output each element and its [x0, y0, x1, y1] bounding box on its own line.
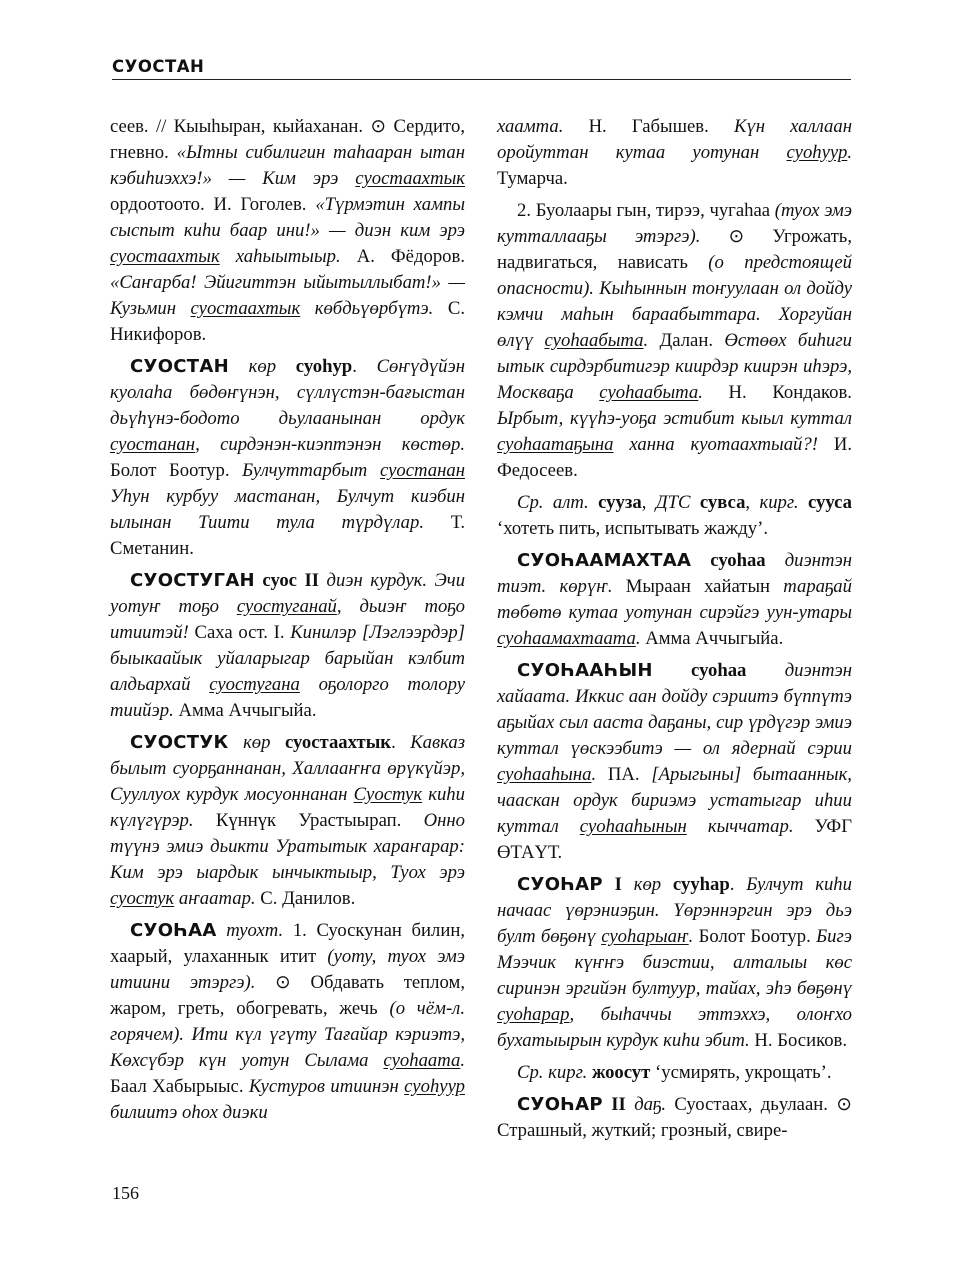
header-title: СУОСТАН	[112, 57, 205, 76]
entry-suohaamakhtaa: СУОҺААМАХТАА суоһаа диэнтэн тиэт. көрүҥ. Мыраан хайатын тараҕай төбөтө кутаа уотунан сирэйгэ уун-утары суоһаамахтаата. Амма Аччыгыйа.	[497, 550, 853, 649]
entry-suohar-2: СУОҺАР II даҕ. Суостаах, дьулаан. ⊙ Страшный, жуткий; грозный, свире-	[497, 1094, 852, 1141]
entry-paragraph: хаамта. Н. Габышев. Күн халлаан оройуттан кутаа уотунан суоһуур. Тумарча.	[497, 116, 852, 189]
entry-suohaa: СУОҺАА туохт. 1. Суоскунан билин, хаарый, улаханнык итит (уоту, туох эмэ итиини этэргэ). ⊙ Обдавать теплом, жаром, греть, обогревать, жечь (о чём-л. горячем). Ити күл үгүту Тағайар кэриэтэ, Көхсүбэр күн уотун Сылама суоһаата. Баал Хабырыыс. Кустуров итиинэн суоһуур билиитэ оһох диэки	[110, 920, 466, 1123]
etymology-note: Ср. кирг. жоосут ‘усмирять, укрощать’.	[517, 1062, 832, 1083]
right-column	[497, 114, 852, 1150]
page-number: 156	[112, 1183, 139, 1203]
entry-suohar-1: СУОҺАР I көр сууһар. Булчут киһи начаас үөрэниэҕин. Үөрэннэргин эрэ дьэ булт бөҕөнү суоһарыаҥ. Болот Боотур. Бигэ Мээчик күҥҥэ биэстии, алталыы көс сиринэн эргийэн бултуур, тайах, эһэ бөҕөнү суоһарар, быһаччы эттэххэ, олоҥхо бухатыырын курдук киһи эбит. Н. Босиков.	[497, 874, 852, 1051]
entry-suostan: СУОСТАН көр суоһур. Сөҥүдүйэн куолаһа бөдөҥүнэн, сүллүстэн-бағыстан дьүһүнэ-бодото дьулаанынан ордук суостанан, сирдэнэн-киэптэнэн көстөр. Болот Боотур. Булчуттарбыт суостанан Уһун курбуу мастанан, Булчут киэбин ылынан Тиити тула түрдүлар. Т. Сметанин.	[110, 356, 465, 559]
etymology-note: Ср. алт. сууза, ДТС сувса, кирг. сууса ‘хотеть пить, испытывать жажду’.	[497, 492, 852, 539]
left-column	[110, 114, 465, 1132]
entry-suostuk: СУОСТУК көр суостаахтык. Кавказ былыт суорҕаннанан, Халлааҥҥа өрүкүйэр, Сууллуох курдук мосуоннанан Суостук киһи күлүгүрэр. Күннүк Урастыырап. Онно түүнэ эмиэ дьикти Уратытык хараҥарар: Ким эрэ ыардык ынчыктыыр, Туох эрэ суостук аҥаатар. С. Данилов.	[110, 732, 465, 909]
entry-paragraph: сеев. // Кыыһыран, кыйаханан. ⊙ Сердито, гневно. «Ытны сибилигин таһааран ытан кэбиһиэххэ!» — Ким эрэ суостаахтык ордоотоото. И. Гоголев. «Түрмэтин хампы сыспыт киһи баар ини!» — диэн ким эрэ суостаахтык хаһыытыыр. А. Фёдоров. «Саҥарба! Эйигиттэн ыйытыллыбат!» — Кузьмин суостаахтык көбдьүөрбүтэ. С. Никифоров.	[110, 116, 466, 345]
entry-sense-2: 2. Буолаары гын, тирээ, чугаһаа (туох эмэ кутталлааҕы этэргэ). ⊙ Угрожать, надвигаться, нависать (о предстоящей опасности). Кыһыннын тоҥуулаан ол дойду кэмчи маһын бараабыттара. Хоргуйан өлүү суоһаабыта. Далан. Өстөөх биһиги ытык сирдэрбитигэр киирдэр киирэн иһэрэ, Москваҕа суоһаабыта. Н. Кондаков. Ырбыт, күүһэ-уоҕа эстибит кыыл куттал суоһаатаҕына ханна куотаахтыай?! И. Федосеев.	[497, 200, 852, 481]
entry-suohaahyn: СУОҺААҺЫН суоһаа диэнтэн хайаата. Иккис аан дойду сэриитэ бүппүтэ аҕыйах сыл ааста даҕаны, сир үрдүгэр эмиэ куттал үөскээбитэ — ол ядернай сэрии суоһааһына. ПА. [Арыгыны] бытааннык, чааскан ордук бириэмэ устатыгар иһии куттал суоһааһынын кыччатар. УФГ ӨТАҮТ.	[497, 660, 853, 863]
entry-suostugan: СУОСТУГАН суос II диэн курдук. Эчи уотуҥ тоҕо суостуганай, дьиэҥ тоҕо итиитэй! Саха ост. I. Кинилэр [Лэглээрдэр] быыкаайык уйаларыгар барыйан кэлбит алдьархай суостугана оҕолорго толору тиийэр. Амма Аччыгыйа.	[110, 570, 466, 721]
running-header	[112, 57, 851, 80]
